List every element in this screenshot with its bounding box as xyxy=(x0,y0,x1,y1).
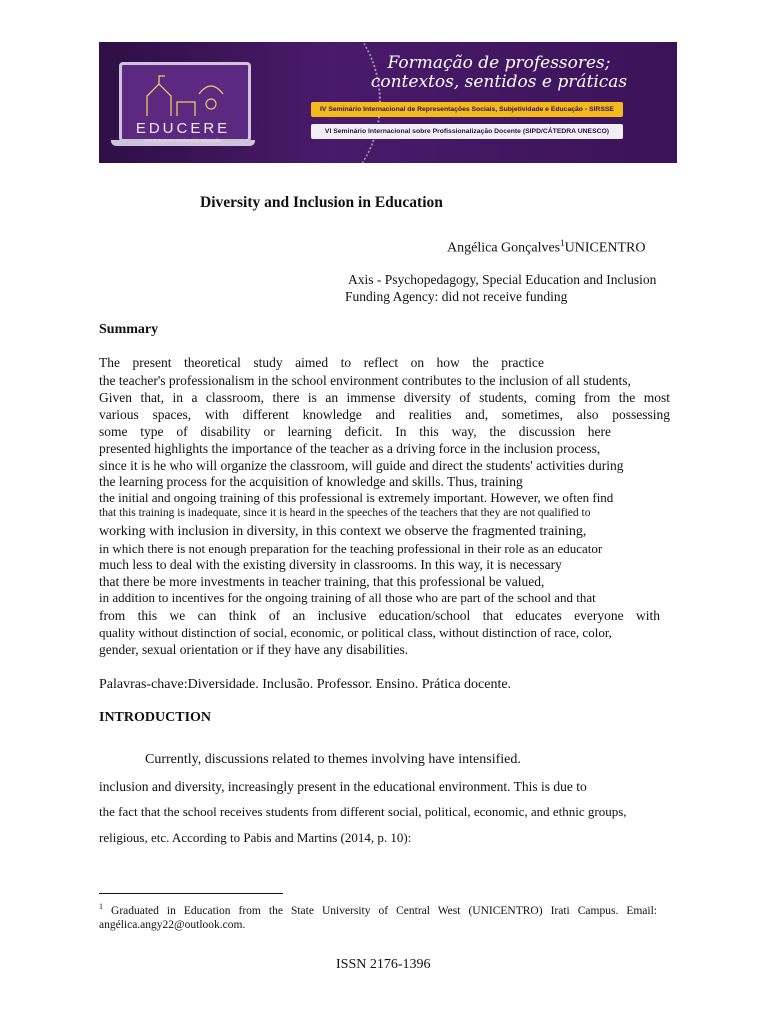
logo-subtitle: XIII Congresso Nacional de Educação xyxy=(144,138,222,143)
school-sketch-icon xyxy=(139,72,229,120)
summary-line: the learning process for the acquisition of knowledge and skills. Thus, training xyxy=(99,474,523,489)
summary-line: The present theoretical study aimed to reflect on how the practice xyxy=(99,355,544,370)
intro-line: Currently, discussions related to themes involving have intensified. xyxy=(145,752,521,767)
summary-line: that there be more investments in teacher training, that this professional be valued, xyxy=(99,574,545,589)
summary-line: some type of disability or learning deficit. In this way, the discussion here xyxy=(99,424,611,439)
summary-line: quality without distinction of social, economic, or political class, without distinction of race, color, xyxy=(99,625,612,640)
introduction-heading: INTRODUCTION xyxy=(99,710,212,725)
summary-line: that this training is inadequate, since it is heard in the speeches of the teachers that they are not qualified to xyxy=(99,507,591,519)
footnote-mark: 1 xyxy=(99,902,103,911)
summary-line: various spaces, with different knowledge and realities and, sometimes, also possessing xyxy=(99,407,670,422)
summary-line: in addition to incentives for the ongoing training of all those who are part of the school and that xyxy=(99,590,596,605)
summary-line: the teacher's professionalism in the school environment contributes to the inclusion of all students, xyxy=(99,373,631,388)
event-bar-sipd: VI Seminário Internacional sobre Profissionalização Docente (SIPD/CÁTEDRA UNESCO) xyxy=(311,124,623,139)
author-institution: UNICENTRO xyxy=(564,240,646,256)
keywords-line: Palavras-chave:Diversidade. Inclusão. Professor. Ensino. Prática docente. xyxy=(99,677,512,692)
banner-headline xyxy=(339,54,659,92)
author-footnote-mark: 1 xyxy=(560,238,565,248)
headline-line-2: contextos, sentidos e práticas xyxy=(370,72,628,92)
axis-line: Axis - Psychopedagogy, Special Education and Inclusion xyxy=(348,272,657,287)
footnote xyxy=(99,900,657,932)
summary-line: working with inclusion in diversity, in this context we observe the fragmented training, xyxy=(99,524,587,539)
headline-line-1: Formação de professores; xyxy=(387,53,611,73)
educere-logo xyxy=(115,62,251,148)
summary-line: from this we can think of an inclusive education/school that educates everyone with xyxy=(99,608,660,623)
summary-line: presented highlights the importance of the teacher as a driving force in the inclusion process, xyxy=(99,441,601,456)
intro-line: religious, etc. According to Pabis and Martins (2014, p. 10): xyxy=(99,830,412,845)
summary-line: much less to deal with the existing diversity in classrooms. In this way, it is necessary xyxy=(99,557,562,572)
funding-line: Funding Agency: did not receive funding xyxy=(345,289,568,304)
paper-title: Diversity and Inclusion in Education xyxy=(200,194,443,211)
footnote-text: Graduated in Education from the State University of Central West (UNICENTRO) Irati Campus. Email: angélica.angy22@outlook.com. xyxy=(99,904,657,931)
summary-line: in which there is not enough preparation for the teaching professional in their role as an educator xyxy=(99,541,603,556)
intro-line: inclusion and diversity, increasingly present in the educational environment. This is due to xyxy=(99,779,587,794)
event-bar-sirsse: IV Seminário Internacional de Representações Sociais, Subjetividade e Educação - SIRSSE xyxy=(311,102,623,117)
summary-line: the initial and ongoing training of this professional is extremely important. However, we often find xyxy=(99,490,614,505)
summary-heading: Summary xyxy=(99,322,159,337)
footnote-divider xyxy=(99,893,283,894)
summary-line: Given that, in a classroom, there is an immense diversity of students, coming from the most xyxy=(99,390,670,405)
logo-name: EDUCERE xyxy=(135,120,231,137)
summary-line: since it is he who will organize the classroom, will guide and direct the students' activities during xyxy=(99,458,624,473)
conference-banner xyxy=(99,42,677,163)
author-name: Angélica Gonçalves xyxy=(447,240,561,256)
issn-footer: ISSN 2176-1396 xyxy=(336,957,431,972)
author-line xyxy=(447,238,646,257)
summary-line: gender, sexual orientation or if they have any disabilities. xyxy=(99,642,409,657)
intro-line: the fact that the school receives students from different social, political, economic, and ethnic groups, xyxy=(99,804,627,819)
